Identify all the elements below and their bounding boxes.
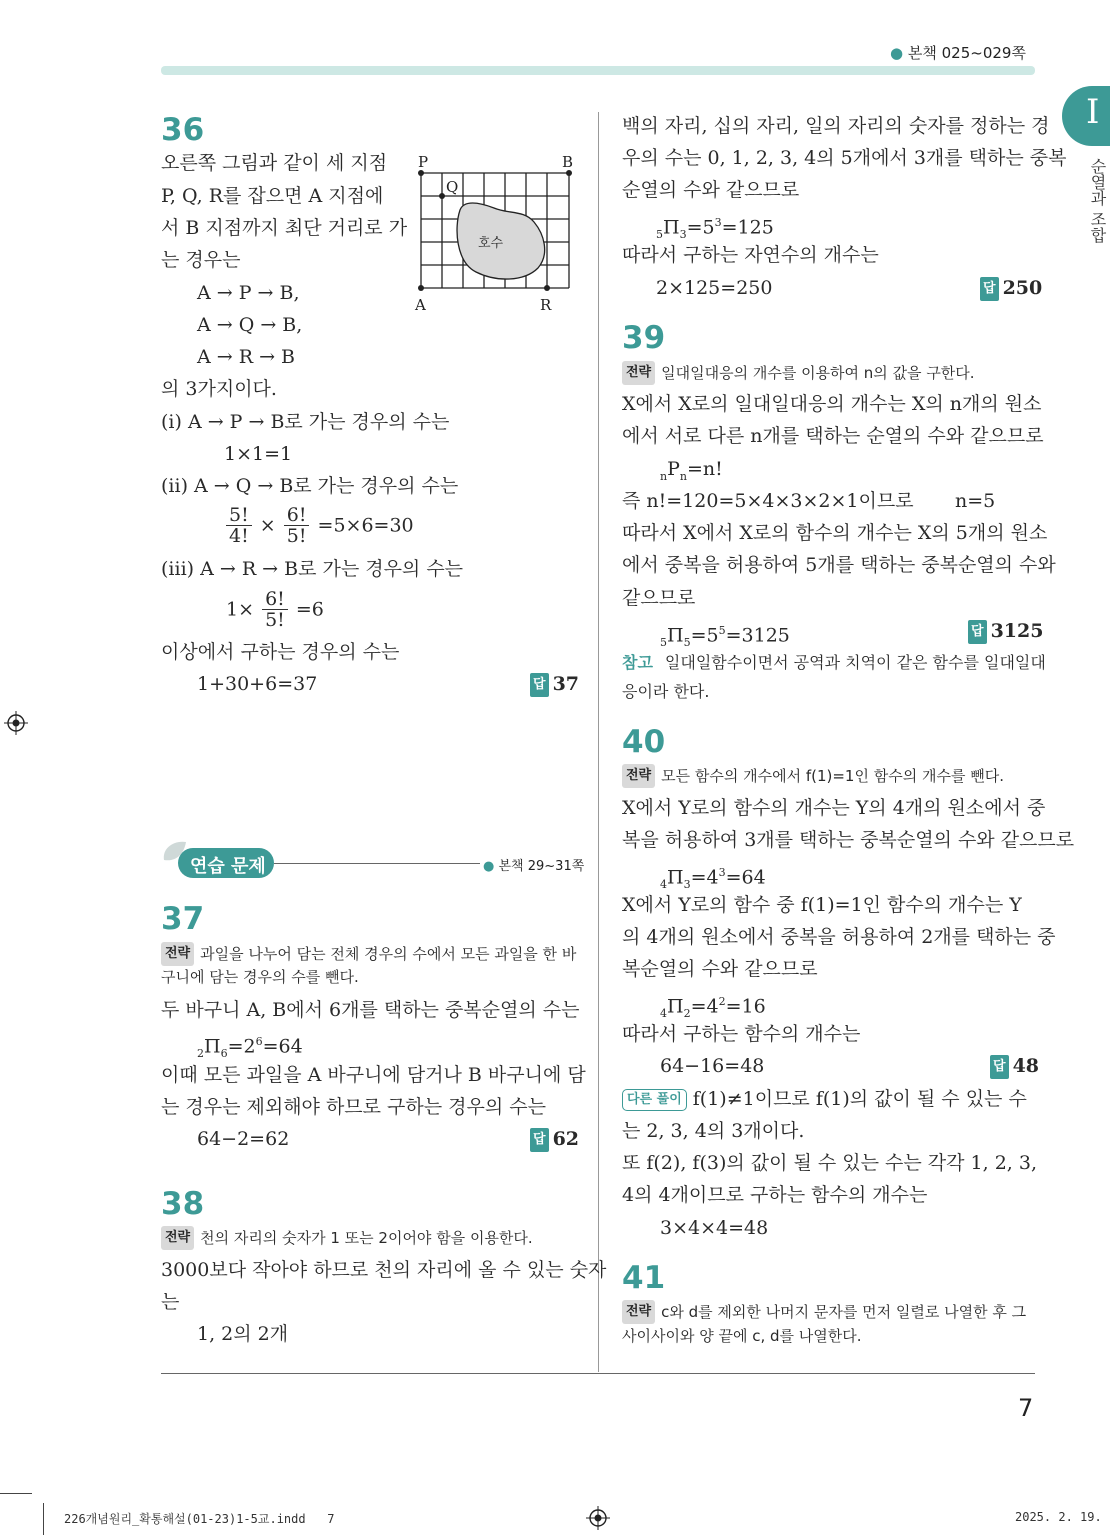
p37-line-1: 두 바구니 A, B에서 6개를 택하는 중복순열의 수는: [161, 999, 580, 1021]
label-p: P: [418, 153, 429, 171]
p38-line-2: 는: [161, 1291, 180, 1313]
p39-note-2: 응이라 한다.: [622, 682, 710, 701]
p39-strategy: 전략 일대일대응의 개수를 이용하여 n의 값을 구한다.: [622, 361, 975, 385]
p39-eq-2: $_5\Pi_5=5^5=3125$: [660, 624, 790, 650]
footer-file: 226개념원리_확통해설(01-23)1-5교.indd 7: [64, 1512, 335, 1526]
p40-alt-5: 3×4×4=48: [660, 1217, 769, 1239]
problem-38-number: 38: [161, 1186, 205, 1222]
p39-note-1: 참고 일대일함수이면서 공역과 치역이 같은 함수를 일대일대: [622, 653, 1046, 672]
point-q: [439, 193, 445, 199]
strategy-tag: 전략: [622, 1300, 655, 1324]
p41-strategy-1: 전략 c와 d를 제외한 나머지 문자를 먼저 일렬로 나열한 후 그: [622, 1300, 1026, 1324]
p40-answer: 답 48: [990, 1054, 1039, 1079]
p38-right-2: 우의 수는 0, 1, 2, 3, 4의 5개에서 3개를 택하는 중복: [622, 147, 1067, 169]
p37-line-3: 는 경우는 제외해야 하므로 구하는 경우의 수는: [161, 1096, 546, 1118]
answer-badge: 답: [980, 277, 999, 301]
fraction-5-4: $\frac{5!}{4!}$: [226, 505, 252, 546]
crop-mark: [0, 1493, 32, 1494]
p40-eq-1: $_4\Pi_3=4^3=64$: [660, 866, 766, 892]
strategy-tag: 전략: [622, 361, 655, 385]
point-a: [418, 285, 424, 291]
p40-alt-4: 4의 4개이므로 구하는 함수의 개수는: [622, 1184, 928, 1206]
problem-40-number: 40: [622, 724, 666, 760]
answer-badge: 답: [990, 1055, 1009, 1079]
p40-alt-3: 또 f(2), f(3)의 값이 될 수 있는 수는 각각 1, 2, 3,: [622, 1152, 1037, 1174]
bottom-rule: [161, 1373, 1035, 1374]
p39-answer: 답 3125: [968, 619, 1043, 644]
alt-solution-tag: 다른 풀이: [622, 1089, 687, 1111]
strategy-tag: 전략: [161, 942, 194, 966]
header-bar: [161, 66, 1035, 75]
p36-line-1: 오른쪽 그림과 같이 세 지점: [161, 152, 388, 174]
p40-calc: 64−16=48: [660, 1055, 765, 1077]
answer-badge: 답: [968, 620, 987, 644]
fraction-6-5: $\frac{6!}{5!}$: [284, 505, 310, 546]
p37-calc: 64−2=62: [197, 1128, 290, 1150]
header-ref-text: 본책 025~029쪽: [907, 44, 1026, 62]
label-q: Q: [446, 178, 459, 196]
p36-calc: 1+30+6=37: [197, 673, 318, 695]
p36-line-2: P, Q, R를 잡으면 A 지점에: [161, 185, 384, 207]
p36-line-6: 이상에서 구하는 경우의 수는: [161, 641, 400, 663]
p36-case-3: (iii) A → R → B로 가는 경우의 수는: [161, 558, 464, 580]
p39-line-4: 따라서 X에서 X로의 함수의 개수는 X의 5개의 원소: [622, 522, 1048, 544]
p39-line-2: 에서 서로 다른 n개를 택하는 순열의 수와 같으므로: [622, 425, 1044, 447]
p38-right-4: 따라서 구하는 자연수의 개수는: [622, 244, 879, 266]
p39-line-5: 에서 중복을 허용하여 5개를 택하는 중복순열의 수와: [622, 554, 1056, 576]
p36-case-3-expr: 1× $\frac{6!}{5!}$ =6: [226, 588, 324, 631]
p40-eq-2: $_4\Pi_2=4^2=16$: [660, 995, 766, 1021]
label-r: R: [540, 296, 552, 314]
problem-36-number: 36: [161, 112, 205, 148]
p36-line-3: 서 B 지점까지 최단 거리로 가: [161, 217, 408, 239]
p36-path-2: A → Q → B,: [197, 314, 303, 336]
p40-line-3: X에서 Y로의 함수 중 f(1)=1인 함수의 개수는 Y: [622, 894, 1022, 916]
p40-line-4: 의 4개의 원소에서 중복을 허용하여 2개를 택하는 중: [622, 926, 1056, 948]
column-divider: [598, 112, 599, 1372]
note-tag: 참고: [622, 653, 653, 672]
footer-date: 2025. 2. 19.: [1015, 1510, 1102, 1524]
practice-title: 연습 문제: [190, 856, 266, 877]
chapter-title: 순열과 조합: [1088, 158, 1107, 244]
p39-line-6: 같으므로: [622, 587, 696, 609]
header-ref: [890, 42, 1026, 63]
p36-case-2: (ii) A → Q → B로 가는 경우의 수는: [161, 475, 459, 497]
practice-rule: [274, 863, 480, 864]
p40-line-2: 복을 허용하여 3개를 택하는 중복순열의 수와 같으므로: [622, 829, 1075, 851]
p39-line-3: 즉 n!=120=5×4×3×2×1이므로: [622, 490, 914, 512]
crop-mark: [43, 1503, 44, 1535]
p36-line-5: 의 3가지이다.: [161, 378, 277, 400]
point-r: [544, 285, 550, 291]
registration-mark-icon: [4, 711, 28, 735]
p39-eq-1: $_nP_n=n$!: [660, 458, 723, 483]
label-b: B: [562, 153, 574, 171]
p39-line-3b: n=5: [955, 490, 996, 512]
p37-answer: 답 62: [530, 1127, 579, 1152]
p37-line-2: 이때 모든 과일을 A 바구니에 담거나 B 바구니에 담: [161, 1064, 586, 1086]
registration-mark-icon: [586, 1506, 610, 1530]
p40-alt-2: 는 2, 3, 4의 3개이다.: [622, 1120, 805, 1142]
bullet-icon: ●: [890, 44, 904, 62]
p37-strategy-1: 전략 과일을 나누어 담는 전체 경우의 수에서 모든 과일을 한 바: [161, 942, 576, 966]
p36-case-1: (i) A → P → B로 가는 경우의 수는: [161, 411, 450, 433]
fraction-6-5b: $\frac{6!}{5!}$: [262, 589, 288, 630]
p39-line-1: X에서 X로의 일대일대응의 개수는 X의 n개의 원소: [622, 393, 1042, 415]
p40-line-1: X에서 Y로의 함수의 개수는 Y의 4개의 원소에서 중: [622, 797, 1046, 819]
problem-37-number: 37: [161, 901, 205, 937]
p38-eq: $_5\Pi_3=5^3=125$: [656, 216, 774, 242]
grid-figure: [412, 150, 582, 315]
page-number: 7: [1018, 1394, 1034, 1422]
practice-ref: ● 본책 29~31쪽: [483, 859, 585, 874]
strategy-tag: 전략: [622, 764, 655, 788]
p38-answer: 답 250: [980, 276, 1042, 301]
p41-strategy-2: 사이사이와 양 끝에 c, d를 나열한다.: [622, 1327, 862, 1345]
p40-line-6: 따라서 구하는 함수의 개수는: [622, 1023, 861, 1045]
answer-badge: 답: [530, 1128, 549, 1152]
chapter-numeral: I: [1086, 92, 1100, 132]
p36-line-4: 는 경우는: [161, 249, 241, 271]
problem-41-number: 41: [622, 1260, 666, 1296]
p36-path-3: A → R → B: [197, 346, 295, 368]
label-a: A: [415, 296, 426, 314]
p37-strategy-2: 구니에 담는 경우의 수를 뺀다.: [161, 968, 359, 986]
p38-right-1: 백의 자리, 십의 자리, 일의 자리의 숫자를 정하는 경: [622, 115, 1050, 137]
bullet-icon: ●: [483, 859, 495, 874]
p36-path-1: A → P → B,: [197, 282, 300, 304]
p40-strategy: 전략 모든 함수의 개수에서 f(1)=1인 함수의 개수를 뺀다.: [622, 764, 1004, 788]
p36-case-2-expr: $\frac{5!}{4!}$ × $\frac{6!}{5!}$ =5×6=30: [224, 505, 414, 546]
strategy-tag: 전략: [161, 1226, 194, 1250]
p40-alt-1: 다른 풀이 f(1)≠1이므로 f(1)의 값이 될 수 있는 수: [622, 1087, 1027, 1111]
answer-badge: 답: [530, 673, 549, 697]
p36-case-1-value: 1×1=1: [224, 443, 293, 465]
p38-line-1: 3000보다 작아야 하므로 천의 자리에 올 수 있는 숫자: [161, 1259, 607, 1281]
problem-39-number: 39: [622, 320, 666, 356]
p37-eq: $_2\Pi_6=2^6=64$: [197, 1035, 303, 1061]
p36-answer: 답 37: [530, 672, 579, 697]
p38-strategy: 전략 천의 자리의 숫자가 1 또는 2이어야 함을 이용한다.: [161, 1226, 533, 1250]
p38-line-3: 1, 2의 2개: [197, 1323, 289, 1345]
label-lake: 호수: [478, 236, 504, 251]
p38-calc: 2×125=250: [656, 277, 773, 299]
p40-line-5: 복순열의 수와 같으므로: [622, 958, 818, 980]
p38-right-3: 순열의 수와 같으므로: [622, 179, 800, 201]
